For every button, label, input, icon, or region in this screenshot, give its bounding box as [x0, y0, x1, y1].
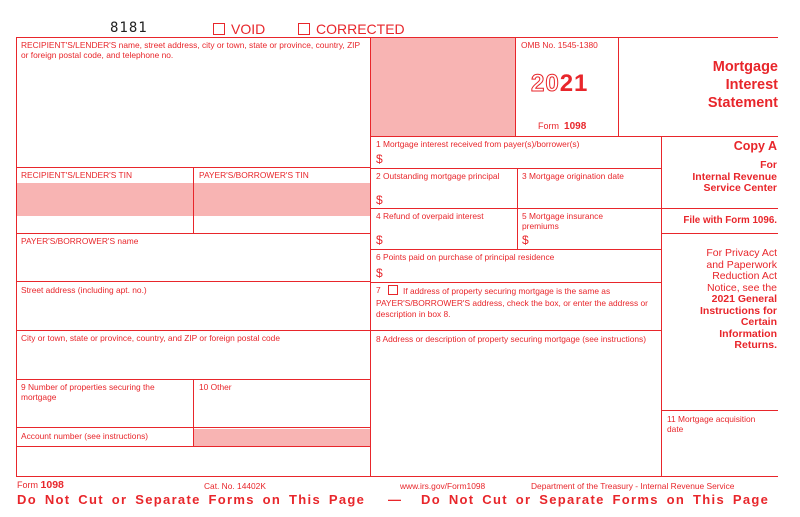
box3-label: 3 Mortgage origination date: [522, 171, 624, 181]
payer-tin-shade: [194, 183, 370, 216]
box6-dollar[interactable]: $: [376, 266, 383, 280]
privacy-notice: For Privacy Act and Paperwork Reduction Act Notice, see the 2021 General Instructions for Certain Information Returns.: [699, 247, 777, 351]
corrected-label: CORRECTED: [316, 20, 405, 37]
box5-dollar[interactable]: $: [522, 233, 529, 247]
box6-label: 6 Points paid on purchase of principal residence: [376, 252, 555, 262]
box5-label: 5 Mortgage insurance premiums: [522, 211, 604, 231]
payer-name-field[interactable]: [17, 249, 369, 280]
corrected-checkbox[interactable]: [298, 22, 405, 35]
box1-dollar[interactable]: $: [376, 152, 383, 166]
box2-label: 2 Outstanding mortgage principal: [376, 171, 500, 181]
file-with-1096: File with Form 1096.: [683, 215, 777, 226]
do-not-cut-dash: —: [388, 492, 403, 507]
recipient-name-field[interactable]: [17, 64, 369, 166]
do-not-cut-left: Do Not Cut or Separate Forms on This Page: [17, 492, 366, 507]
street-address-field[interactable]: [17, 298, 369, 329]
void-label: VOID: [231, 20, 266, 37]
box8-label: 8 Address or description of property securing mortgage (see instructions): [376, 334, 646, 344]
account-number-label: Account number (see instructions): [21, 431, 149, 441]
void-checkbox[interactable]: [213, 22, 265, 35]
box2-dollar[interactable]: $: [376, 193, 383, 207]
tax-year: [531, 70, 588, 98]
box9-label: 9 Number of properties securing the mortgage: [21, 382, 155, 402]
city-field[interactable]: [17, 346, 369, 378]
tax-year-solid: 21: [559, 70, 589, 97]
form-title: Mortgage Interest Statement: [707, 59, 778, 111]
account-shade: [194, 429, 370, 446]
recipient-tin-shade: [17, 183, 193, 216]
form-code: 8181: [110, 20, 148, 36]
box10-label: 10 Other: [199, 382, 232, 392]
box4-dollar[interactable]: $: [376, 233, 383, 247]
payer-tin-label: PAYER'S/BORROWER'S TIN: [199, 170, 309, 180]
omb-form-number: Form 1098: [538, 121, 587, 132]
footer-form-number: Form 1098: [17, 479, 64, 491]
corrected-box[interactable]: [298, 23, 310, 35]
footer-department: Department of the Treasury - Internal Revenue Service: [531, 481, 735, 491]
payer-name-label: PAYER'S/BORROWER'S name: [21, 236, 139, 246]
tax-year-outline: 20: [531, 70, 560, 97]
do-not-cut-right: Do Not Cut or Separate Forms on This Page: [421, 492, 770, 507]
footer-url: www.irs.gov/Form1098: [400, 481, 486, 491]
footer-cat-no: Cat. No. 14402K: [204, 481, 266, 491]
recipient-name-label: RECIPIENT'S/LENDER'S name, street address, city or town, state or province, country, ZIP or foreign postal code, and telephone no.: [21, 40, 360, 60]
box1-label: 1 Mortgage interest received from payer(s)/borrower(s): [376, 139, 580, 149]
box7-number: 7: [376, 285, 381, 295]
city-label: City or town, state or province, country, and ZIP or foreign postal code: [21, 333, 280, 343]
shaded-omb-area: [371, 38, 515, 136]
recipient-tin-label: RECIPIENT'S/LENDER'S TIN: [21, 170, 133, 180]
omb-number: OMB No. 1545-1380: [521, 40, 598, 50]
box11-label: 11 Mortgage acquisition date: [667, 414, 756, 434]
box8-field[interactable]: [371, 357, 660, 475]
box4-label: 4 Refund of overpaid interest: [376, 211, 484, 221]
street-address-label: Street address (including apt. no.): [21, 285, 147, 295]
void-box[interactable]: [213, 23, 225, 35]
copy-a-label: Copy A: [733, 139, 777, 153]
copy-for-irs: For Internal Revenue Service Center: [692, 159, 777, 194]
box7-label: If address of property securing mortgage is the same as PAYER'S/BORROWER'S address, check the box, or enter the address or description in box 8.: [376, 286, 648, 319]
